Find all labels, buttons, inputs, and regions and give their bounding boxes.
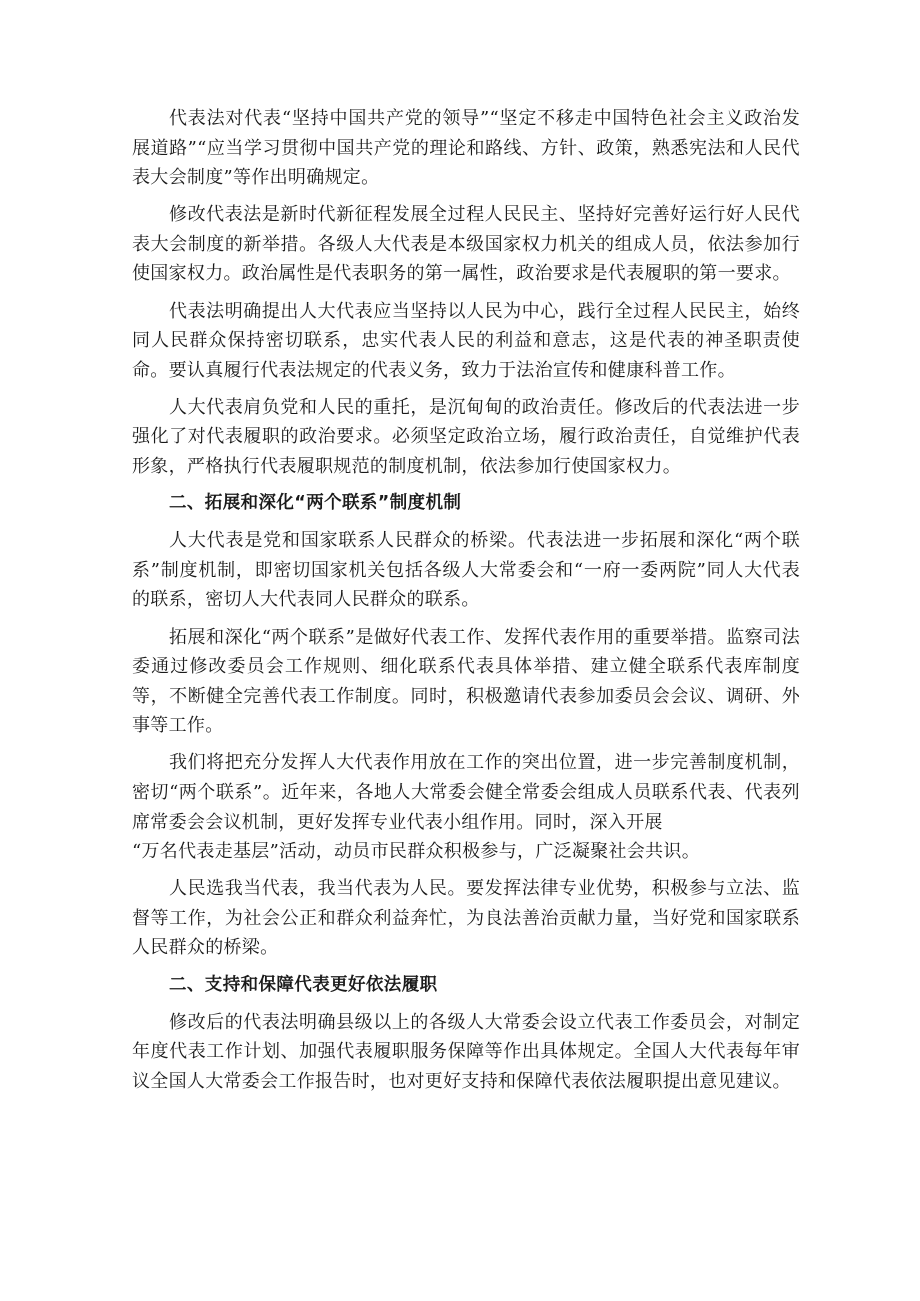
paragraph-part: “万名代表走基层”活动，动员市民群众积极参与，广泛凝聚社会共识。 [132, 841, 701, 863]
paragraph: 人大代表肩负党和人民的重托，是沉甸甸的政治责任。修改后的代表法进一步强化了对代表履职的政治要求。必须坚定政治立场，履行政治责任，自觉维护代表形象，严格执行代表履职规范的制度机制，依法参加行使国家权力。 [132, 396, 800, 478]
paragraph: 代表法明确提出人大代表应当坚持以人民为中心，践行全过程人民民主，始终同人民群众保持密切联系，忠实代表人民的利益和意志，这是代表的神圣职责使命。要认真履行代表法规定的代表义务，致力于法治宣传和健康科普工作。 [132, 300, 800, 381]
paragraph: 修改后的代表法明确县级以上的各级人大常委会设立代表工作委员会，对制定年度代表工作计划、加强代表履职服务保障等作出具体规定。全国人大代表每年审议全国人大常委会工作报告时，也对更好支持和保障代表依法履职提出意见建议。 [132, 1011, 800, 1092]
section-heading: 二、拓展和深化“两个联系”制度机制 [169, 493, 462, 514]
document-body [132, 104, 800, 1104]
paragraph: 人大代表是党和国家联系人民群众的桥梁。代表法进一步拓展和深化“两个联系”制度机制，即密切国家机关包括各级人大常委会和“一府一委两院”同人大代表的联系，密切人大代表同人民群众的联系。 [132, 530, 800, 611]
paragraph: 修改代表法是新时代新征程发展全过程人民民主、坚持好完善好运行好人民代表大会制度的新举措。各级人大代表是本级国家权力机关的组成人员，依法参加行使国家权力。政治属性是代表职务的第一属性，政治要求是代表履职的第一要求。 [132, 204, 800, 285]
paragraph: 代表法对代表“坚持中国共产党的领导”“坚定不移走中国特色社会主义政治发展道路”“应当学习贯彻中国共产党的理论和路线、方针、政策，熟悉宪法和人民代表大会制度”等作出明确规定。 [132, 108, 800, 189]
paragraph: 拓展和深化“两个联系”是做好代表工作、发挥代表作用的重要举措。监察司法委通过修改委员会工作规则、细化联系代表具体举措、建立健全联系代表库制度等，不断健全完善代表工作制度。同时，积极邀请代表参加委员会会议、调研、外事等工作。 [132, 626, 800, 737]
paragraph: 人民选我当代表，我当代表为人民。要发挥法律专业优势，积极参与立法、监督等工作，为社会公正和群众利益奔忙，为良法善治贡献力量，当好党和国家联系人民群众的桥梁。 [132, 878, 800, 959]
section-heading: 二、支持和保障代表更好依法履职 [169, 974, 438, 995]
paragraph [132, 748, 800, 866]
paragraph-part: 我们将把充分发挥人大代表作用放在工作的突出位置，进一步完善制度机制，密切“两个联系”。近年来，各地人大常委会健全常委会组成人员联系代表、代表列席常委会会议机制，更好发挥专业代表小组作用。同时，深入开展 [132, 752, 800, 833]
